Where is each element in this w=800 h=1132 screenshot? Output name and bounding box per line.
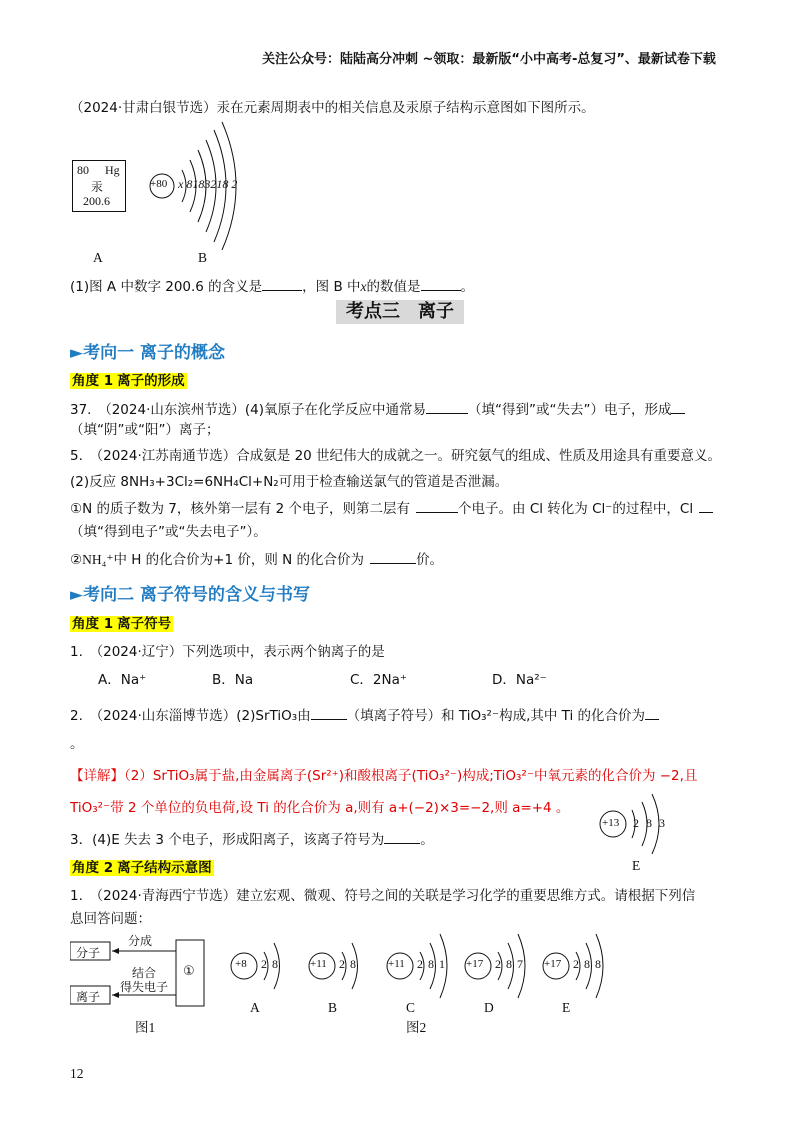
q2-text-b: （填离子符号）和 TiO₃²⁻构成,其中 Ti 的化合价为 (346, 708, 646, 724)
q5-c1 (70, 497, 713, 517)
q1-qh-line2: 息回答问题： (70, 911, 151, 927)
page-number: 12 (70, 1066, 84, 1081)
q1-ln-stem: 1. （2024·辽宁）下列选项中，表示两个钠离子的是 (70, 644, 385, 660)
nucleus-charge: +17 (544, 958, 562, 970)
answer-blank[interactable] (311, 707, 347, 720)
q-hg-stem: （2024·甘肃白银节选）汞在元素周期表中的相关信息及汞原子结构示意图如下图所示。 (70, 100, 595, 116)
option-b[interactable]: B．Na (212, 672, 254, 688)
ammonium-symbol: NH₄⁺ (82, 552, 114, 567)
option-a[interactable]: A．Na⁺ (98, 672, 147, 688)
periodic-cell (72, 160, 126, 212)
q1-text-d: 。 (460, 279, 475, 295)
page-header: 关注公众号：陆陆高分冲刺 ~领取：最新版“小中高考-总复习”、最新试卷下载 (262, 52, 716, 67)
q37-text-a: 37. （2024·山东滨州节选）(4)氧原子在化学反应中通常易 (70, 402, 426, 418)
section-title: 考点三 离子 (336, 300, 464, 324)
q5-c2-text-b: 中 H 的化合价为+1 价，则 N 的化合价为 (113, 552, 365, 568)
nucleus-charge: +11 (310, 958, 327, 970)
q37-text-b: （填“得到”或“失去”）电子，形成 (468, 402, 672, 418)
hg-nucleus: +80 (150, 178, 168, 190)
atom-label: B (328, 1000, 338, 1015)
atom-label: D (484, 1000, 494, 1015)
figure-2 (228, 926, 618, 1022)
q37-line1 (70, 398, 685, 418)
nucleus-charge: +17 (466, 958, 484, 970)
angle-text: 离子的形成 (117, 373, 185, 389)
q1-qh-line1: 1. （2024·青海西宁节选）建立宏观、微观、符号之间的关联是学习化学的重要思维方式。请根据下列信 (70, 888, 696, 904)
atom-label: A (250, 1000, 260, 1015)
atomic-mass: 200.6 (83, 194, 110, 208)
angle-1 (70, 369, 187, 389)
option-c[interactable]: C．2Na⁺ (350, 672, 408, 688)
shell-electrons: 2 8 1 (417, 957, 445, 971)
arrow-2-head (112, 992, 119, 998)
q3-line (70, 828, 434, 848)
element-symbol: Hg (105, 163, 120, 177)
q5-stem: 5. （2024·江苏南通节选）合成氨是 20 世纪伟大的成就之一。研究氨气的组成、性质及用途具有重要意义。 (70, 448, 722, 464)
e-label: E (632, 858, 641, 873)
label-b: B (198, 250, 208, 265)
q1-var-x: x (360, 279, 367, 294)
e-shell-numbers: 2 8 3 (633, 816, 665, 830)
q2-text-a: 2. （2024·山东淄博节选）(2)SrTiO₃由 (70, 708, 311, 724)
arrow-1-head (112, 948, 119, 954)
q5-c2 (70, 548, 443, 568)
nucleus-charge: +8 (235, 958, 247, 970)
topic-1: ►考向一 离子的概念 (70, 343, 225, 363)
topic-2: ►考向二 离子符号的含义与书写 (70, 585, 310, 605)
shell-electrons: 2 8 (339, 957, 356, 971)
q-hg-sub1 (70, 275, 474, 295)
answer-blank[interactable] (384, 831, 420, 844)
q1-text-a: (1)图 A 中数字 200.6 的含义是 (70, 279, 263, 295)
element-name: 汞 (91, 180, 104, 194)
answer-blank[interactable] (262, 278, 302, 291)
figure-1-caption: 图1 (135, 1020, 156, 1035)
option-d[interactable]: D．Na²⁻ (492, 672, 547, 688)
atom-label: C (406, 1000, 416, 1015)
ion-label: 离子 (76, 990, 101, 1004)
label-a: A (93, 250, 103, 265)
angle-label: 角度 2 (72, 860, 114, 876)
q5-c1-text-b: 个电子。由 Cl 转化为 Cl⁻的过程中，Cl (458, 501, 694, 517)
q5-c1-text-a: ①N 的质子数为 7，核外第一层有 2 个电子，则第二层有 (70, 501, 411, 517)
answer-blank[interactable] (699, 500, 713, 513)
arrow-2-label-a: 结合 (132, 966, 157, 980)
arrow-1-label: 分成 (128, 934, 153, 948)
answer-blank[interactable] (421, 278, 461, 291)
q5-c1-text-c: （填“得到电子”或“失去电子”）。 (70, 524, 267, 540)
nucleus-charge: +11 (388, 958, 405, 970)
q2-text-c: 。 (70, 736, 84, 752)
q1-text-b: ，图 B 中 (302, 279, 361, 295)
answer-blank[interactable] (370, 551, 416, 564)
q37-text-c: （填“阴”或“阳”）离子； (70, 422, 220, 438)
shell-electrons: 2 8 8 (573, 957, 601, 971)
angle-label: 角度 1 (72, 373, 114, 389)
hg-shell-numbers: x 8183218 2 (178, 177, 238, 191)
q2-line (70, 704, 659, 724)
figure-1 (70, 934, 210, 1010)
angle-text: 离子结构示意图 (117, 860, 212, 876)
molecule-label: 分子 (76, 946, 101, 960)
atom-label: E (562, 1000, 571, 1015)
answer-blank[interactable] (416, 500, 458, 513)
angle-3 (70, 856, 214, 876)
shell-electrons: 2 8 (261, 957, 278, 971)
q5-sub2: (2)反应 8NH₃+3Cl₂=6NH₄Cl+N₂可用于检查输送氯气的管道是否泄漏。 (70, 474, 509, 490)
e-nucleus: +13 (602, 817, 620, 829)
arrow-2-label-b: 得失电子 (120, 980, 169, 994)
q3-text-a: 3．(4)E 失去 3 个电子，形成阳离子，该离子符号为 (70, 832, 385, 848)
detail-line1: 【详解】（2）SrTiO₃属于盐,由金属离子(Sr²⁺)和酸根离子(TiO₃²⁻)构成;TiO₃²⁻中氧元素的化合价为 −2,且 (70, 768, 698, 784)
q5-c2-text-c: 价。 (416, 552, 444, 568)
q3-text-b: 。 (420, 832, 434, 848)
center-label: ① (183, 964, 195, 979)
angle-label: 角度 1 (72, 616, 114, 632)
figure-2-caption: 图2 (406, 1020, 427, 1035)
shell-electrons: 2 8 7 (495, 957, 523, 971)
answer-blank[interactable] (645, 707, 659, 720)
answer-blank[interactable] (671, 401, 685, 414)
q1-text-c: 的数值是 (366, 279, 421, 295)
atomic-number: 80 (77, 163, 89, 177)
angle-text: 离子符号 (117, 616, 172, 632)
detail-line2: TiO₃²⁻带 2 个单位的负电荷,设 Ti 的化合价为 a,则有 a+(−2)×3=−2,则 a=+4 。 (70, 800, 570, 816)
q5-c2-text-a: ② (70, 552, 83, 568)
angle-2 (70, 612, 173, 632)
answer-blank[interactable] (426, 401, 468, 414)
